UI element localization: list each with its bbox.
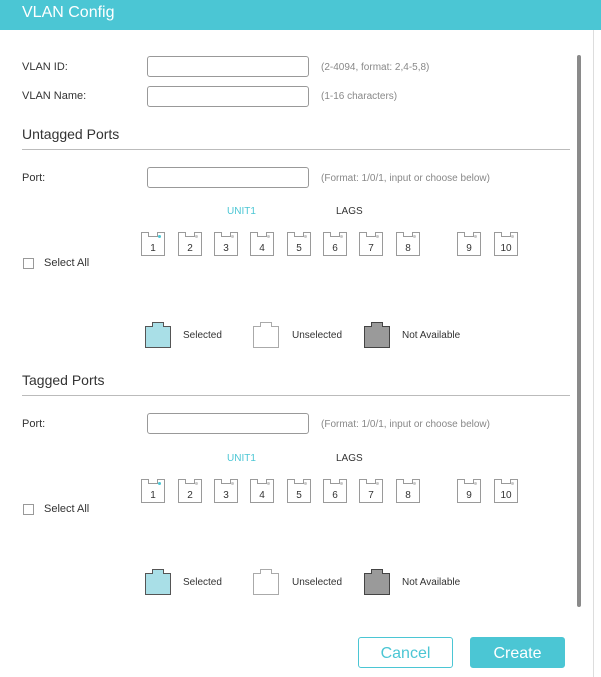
port-status-dot [511,482,514,485]
port-status-dot [376,235,379,238]
port-untagged-4[interactable] [250,232,274,256]
port-notch [464,479,474,484]
port-status-dot [231,482,234,485]
tagged-select-all-checkbox[interactable] [23,504,34,515]
port-tagged-6[interactable] [323,479,347,503]
port-notch [330,232,340,237]
untagged-legend-not-available-label: Not Available [402,330,461,341]
vlan-name-input[interactable] [147,86,309,107]
port-notch [294,232,304,237]
untagged-select-all-label: Select All [44,257,90,269]
tagged-port-input[interactable] [147,413,309,434]
port-number: 1 [150,490,156,501]
port-notch [501,232,511,237]
tagged-port-hint: (Format: 1/0/1, input or choose below) [321,419,490,430]
port-number: 6 [332,243,338,254]
tagged-legend-not-available-label: Not Available [402,577,461,588]
port-untagged-8[interactable] [396,232,420,256]
untagged-port-hint: (Format: 1/0/1, input or choose below) [321,173,490,184]
port-status-dot [376,482,379,485]
vlan-name-hint: (1-16 characters) [321,91,398,102]
port-untagged-10[interactable] [494,232,518,256]
port-number: 7 [368,243,374,254]
port-untagged-5[interactable] [287,232,311,256]
port-number: 2 [187,490,193,501]
port-number: 4 [259,243,265,254]
port-notch [464,232,474,237]
port-notch [185,479,195,484]
port-status-dot [158,235,161,238]
dialog-titlebar [0,0,601,30]
right-edge-divider [593,30,594,677]
port-number: 3 [223,490,229,501]
untagged-ports-title: Untagged Ports [22,126,120,142]
port-status-dot [340,482,343,485]
port-status-dot [304,235,307,238]
port-number: 2 [187,243,193,254]
port-notch [366,479,376,484]
port-status-dot [195,482,198,485]
port-untagged-3[interactable] [214,232,238,256]
port-status-dot [231,235,234,238]
untagged-legend-selected-label: Selected [183,330,222,341]
port-notch [185,232,195,237]
port-status-dot [267,482,270,485]
port-status-dot [304,482,307,485]
port-untagged-6[interactable] [323,232,347,256]
port-number: 6 [332,490,338,501]
vertical-scrollbar[interactable] [577,55,581,607]
port-notch [330,479,340,484]
untagged-legend-unselected-label: Unselected [292,330,343,341]
tagged-lags-label: LAGS [336,453,363,464]
port-notch [294,479,304,484]
port-untagged-1[interactable] [141,232,165,256]
tagged-legend-selected-icon [145,573,171,595]
port-tagged-5[interactable] [287,479,311,503]
port-notch [501,479,511,484]
tagged-legend-selected-label: Selected [183,577,222,588]
untagged-divider [22,149,570,150]
port-untagged-2[interactable] [178,232,202,256]
port-tagged-10[interactable] [494,479,518,503]
port-number: 5 [296,490,302,501]
port-notch [221,479,231,484]
tagged-legend-unselected-label: Unselected [292,577,343,588]
port-tagged-4[interactable] [250,479,274,503]
port-untagged-9[interactable] [457,232,481,256]
port-tagged-3[interactable] [214,479,238,503]
port-tagged-2[interactable] [178,479,202,503]
port-number: 9 [466,490,472,501]
port-notch [403,232,413,237]
port-number: 8 [405,490,411,501]
tagged-ports-title: Tagged Ports [22,372,105,388]
port-number: 8 [405,243,411,254]
create-button[interactable]: Create [470,637,565,668]
port-notch [366,232,376,237]
untagged-legend-selected-icon [145,326,171,348]
port-status-dot [413,482,416,485]
port-status-dot [474,482,477,485]
port-tagged-7[interactable] [359,479,383,503]
untagged-legend-not-available-icon [364,326,390,348]
port-tagged-8[interactable] [396,479,420,503]
port-status-dot [413,235,416,238]
port-number: 10 [500,490,512,501]
port-number: 5 [296,243,302,254]
port-number: 1 [150,243,156,254]
vlan-id-label: VLAN ID: [22,61,68,73]
vlan-id-input[interactable] [147,56,309,77]
tagged-unit-label: UNIT1 [227,453,256,464]
port-untagged-7[interactable] [359,232,383,256]
tagged-port-label: Port: [22,418,46,430]
untagged-legend-unselected-icon [253,326,279,348]
untagged-lags-label: LAGS [336,206,363,217]
port-status-dot [267,235,270,238]
dialog-title: VLAN Config [22,4,115,21]
port-notch [221,232,231,237]
port-notch [257,479,267,484]
tagged-legend-not-available-icon [364,573,390,595]
untagged-port-input[interactable] [147,167,309,188]
cancel-button[interactable]: Cancel [358,637,453,668]
tagged-select-all-label: Select All [44,503,90,515]
vlan-name-label: VLAN Name: [22,90,87,102]
port-notch [403,479,413,484]
tagged-divider [22,395,570,396]
tagged-legend-unselected-icon [253,573,279,595]
port-tagged-9[interactable] [457,479,481,503]
port-status-dot [158,482,161,485]
port-number: 3 [223,243,229,254]
port-notch [257,232,267,237]
port-number: 10 [500,243,512,254]
port-status-dot [340,235,343,238]
untagged-unit-label: UNIT1 [227,206,256,217]
port-status-dot [195,235,198,238]
port-number: 9 [466,243,472,254]
port-notch [148,232,158,237]
vlan-id-hint: (2-4094, format: 2,4-5,8) [321,62,430,73]
port-status-dot [474,235,477,238]
untagged-port-label: Port: [22,172,46,184]
port-notch [148,479,158,484]
port-status-dot [511,235,514,238]
untagged-select-all-checkbox[interactable] [23,258,34,269]
port-number: 7 [368,490,374,501]
port-tagged-1[interactable] [141,479,165,503]
port-number: 4 [259,490,265,501]
